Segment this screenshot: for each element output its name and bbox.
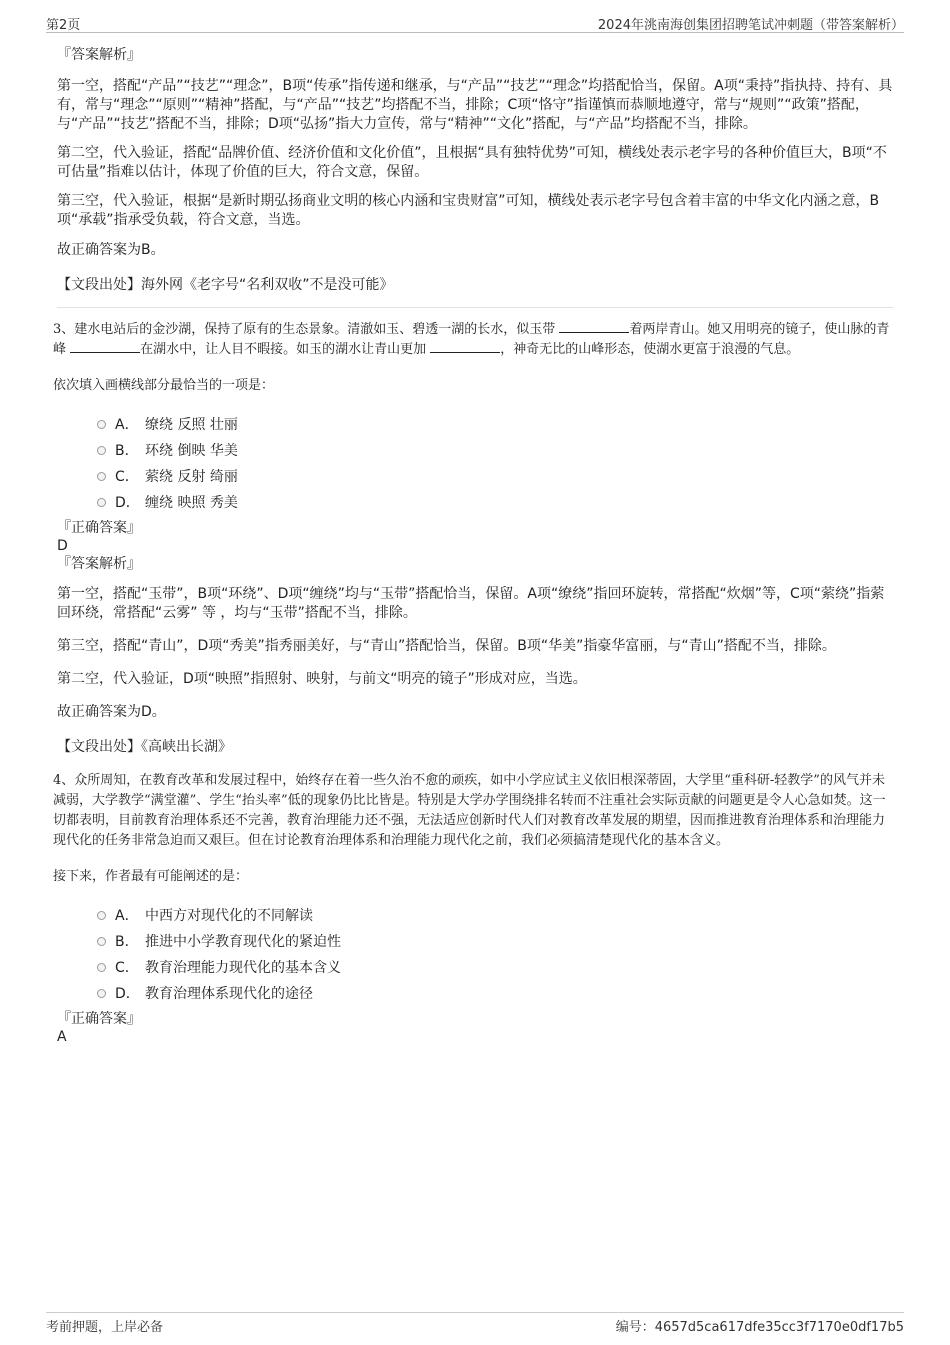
analysis-paragraph: 第三空，搭配“青山”，D项“秀美”指秀丽美好，与“青山”搭配恰当，保留。B项“华美”指豪华富丽，与“青山”搭配不当，排除。 (57, 638, 836, 654)
radio-icon[interactable] (97, 989, 106, 998)
fill-blank (559, 320, 629, 333)
source-citation: 【文段出处】《高峡出长湖》 (57, 739, 232, 755)
document-title: 2024年洮南海创集团招聘笔试冲刺题（带答案解析） (597, 18, 904, 33)
page-footer (46, 1312, 904, 1335)
option-a[interactable]: A． 中西方对现代化的不同解读 (97, 902, 894, 928)
answer-tag: 『正确答案』 (57, 520, 141, 536)
option-c[interactable]: C． 萦绕 反射 绮丽 (97, 463, 894, 489)
analysis-paragraph: 第二空，代入验证，D项“映照”指照射、映射，与前文“明亮的镜子”形成对应，当选。 (57, 671, 587, 687)
option-d[interactable]: D． 缠绕 映照 秀美 (97, 489, 894, 515)
question-3-prompt: 依次填入画横线部分最恰当的一项是： (53, 378, 275, 393)
page-number: 第2页 (46, 18, 81, 33)
question-4-stem: 4、众所周知，在教育改革和发展过程中，始终存在着一些久治不愈的顽疾，如中小学应试主义依旧根深蒂固，大学里“重科研-轻教学”的风气并未减弱，大学教学“满堂灌”、学生“抬头率”低的现象仍比比皆是。特别是大学办学围绕排名转而不注重社会实际贡献的问题更是令人心急如焚。这一切都表明，目前教育治理体系还不完善，教育治理能力还不强，无法适应创新时代人们对教育改革发展的期望，因而推进教育治理体系和治理能力现代化的任务非常急迫而又艰巨。但在讨论教育治理体系和治理能力现代化之前，我们必须搞清楚现代化的基本含义。 (53, 773, 886, 848)
question-3-options (97, 411, 894, 515)
answer-conclusion: 故正确答案为B。 (57, 242, 165, 258)
document-id: 编号：4657d5ca617dfe35cc3f7170e0df17b5 (615, 1320, 904, 1335)
question-4-prompt: 接下来，作者最有可能阐述的是： (53, 869, 249, 884)
radio-icon[interactable] (97, 911, 106, 920)
answer-value: D (57, 538, 68, 554)
answer-value: A (57, 1029, 67, 1045)
radio-icon[interactable] (97, 420, 106, 429)
option-c[interactable]: C． 教育治理能力现代化的基本含义 (97, 954, 894, 980)
answer-tag: 『正确答案』 (57, 1011, 141, 1027)
analysis-tag: 『答案解析』 (57, 47, 141, 63)
radio-icon[interactable] (97, 472, 106, 481)
document-body (53, 46, 894, 1046)
option-d[interactable]: D． 教育治理体系现代化的途径 (97, 980, 894, 1006)
radio-icon[interactable] (97, 963, 106, 972)
radio-icon[interactable] (97, 446, 106, 455)
option-b[interactable]: B． 推进中小学教育现代化的紧迫性 (97, 928, 894, 954)
source-citation: 【文段出处】海外网《老字号“名利双收”不是没可能》 (57, 277, 394, 293)
analysis-paragraph: 第一空，搭配“产品”“技艺”“理念”，B项“传承”指传递和继承，与“产品”“技艺”“理念”均搭配恰当，保留。A项“秉持”指执持、持有、具有，常与“理念”“原则”“精神”搭配，与“产品”“技艺”均搭配不当，排除；C项“恪守”指谨慎而恭顺地遵守，常与“规则”“政策”搭配，与“产品”“技艺”搭配不当，排除；D项“弘扬”指大力宣传，常与“精神”“文化”搭配，与“产品”均搭配不当，排除。 (57, 78, 893, 132)
fill-blank (70, 340, 140, 353)
fill-blank (430, 340, 500, 353)
question-3-stem: 3、建水电站后的金沙湖，保持了原有的生态景象。清澈如玉、碧透一湖的长水，似玉带 着两岸青山。她又用明亮的镜子，使山脉的青峰 在湖水中，让人目不暇接。如玉的湖水让青山更加 ，神奇无比的山峰形态，使湖水更富于浪漫的气息。 (53, 322, 890, 357)
radio-icon[interactable] (97, 498, 106, 507)
page-header (46, 12, 904, 33)
question-divider (57, 307, 894, 308)
option-a[interactable]: A． 缭绕 反照 壮丽 (97, 411, 894, 437)
answer-conclusion: 故正确答案为D。 (57, 704, 166, 720)
radio-icon[interactable] (97, 937, 106, 946)
analysis-paragraph: 第二空，代入验证，搭配“品牌价值、经济价值和文化价值”，且根据“具有独特优势”可知，横线处表示老字号的各种价值巨大，B项“不可估量”指难以估计，体现了价值的巨大，符合文意，保留。 (57, 145, 887, 180)
analysis-paragraph: 第三空，代入验证，根据“是新时期弘扬商业文明的核心内涵和宝贵财富”可知，横线处表示老字号包含着丰富的中华文化内涵之意，B项“承载”指承受负载，符合文意，当选。 (57, 193, 880, 228)
analysis-tag: 『答案解析』 (57, 556, 141, 572)
option-b[interactable]: B． 环绕 倒映 华美 (97, 437, 894, 463)
question-4-options (97, 902, 894, 1006)
footer-slogan: 考前押题，上岸必备 (46, 1320, 164, 1335)
analysis-paragraph: 第一空，搭配“玉带”，B项“环绕”、D项“缠绕”均与“玉带”搭配恰当，保留。A项“缭绕”指回环旋转，常搭配“炊烟”等，C项“萦绕”指萦回环绕，常搭配“云雾” 等 ，均与“玉带”搭配不当，排除。 (57, 586, 885, 621)
